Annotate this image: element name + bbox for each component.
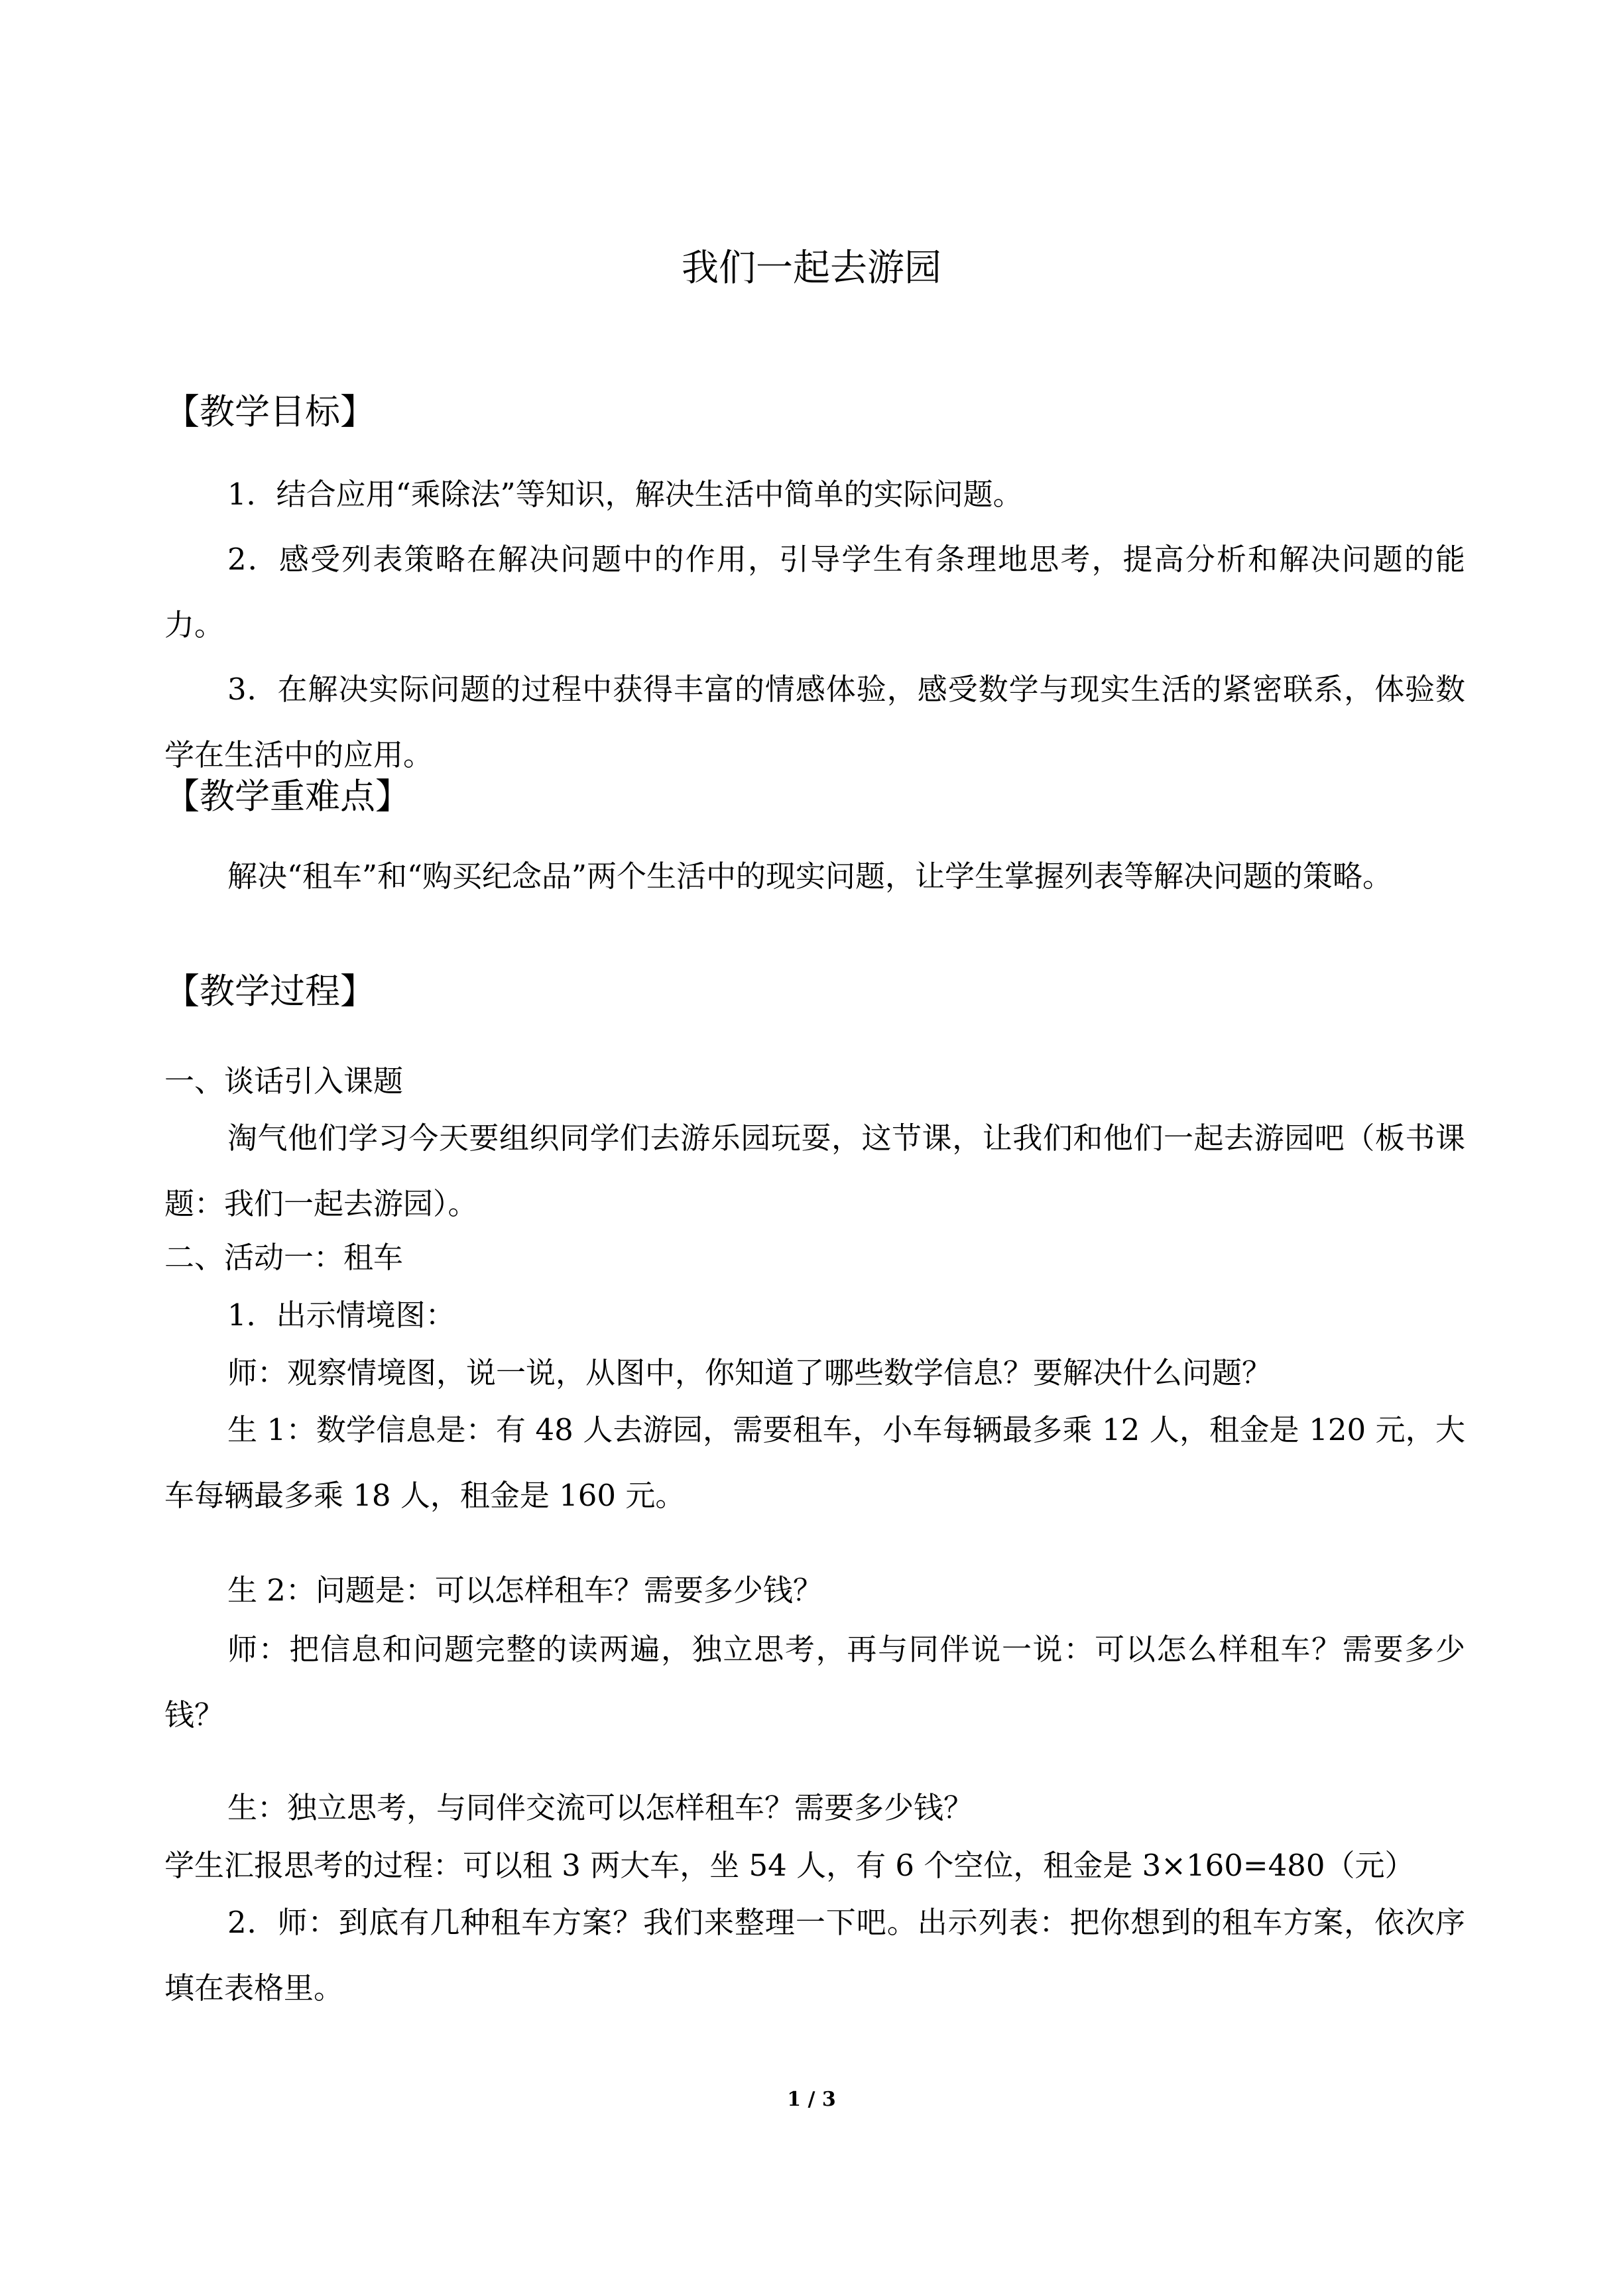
heading-objectives: 【教学目标】 xyxy=(164,392,375,432)
student-answer-2: 生 2：问题是：可以怎样租车？需要多少钱？ xyxy=(227,1573,823,1608)
key-points-text: 解决“租车”和“购买纪念品”两个生活中的现实问题，让学生掌握列表等解决问题的策略。 xyxy=(227,859,1393,894)
teacher-question-1: 师：观察情境图，说一说，从图中，你知道了哪些数学信息？要解决什么问题？ xyxy=(227,1355,1272,1390)
objective-item-1: 1．结合应用“乘除法”等知识，解决生活中简单的实际问题。 xyxy=(227,477,1023,512)
student-answer-1: 生 1：数学信息是：有 48 人去游园，需要租车，小车每辆最多乘 12 人，租金是 120 元，大车每辆最多乘 18 人，租金是 160 元。 xyxy=(164,1412,1465,1513)
step2-text: 2．师：到底有几种租车方案？我们来整理一下吧。出示列表：把你想到的租车方案，依次序填在表格里。 xyxy=(164,1905,1465,2006)
document-title: 我们一起去游园 xyxy=(682,247,941,290)
part1-text: 淘气他们学习今天要组织同学们去游乐园玩耍，这节课，让我们和他们一起去游园吧（板书课题：我们一起去游园）。 xyxy=(164,1120,1465,1221)
student-report: 学生汇报思考的过程：可以租 3 两大车，坐 54 人，有 6 个空位，租金是 3×160=480（元） xyxy=(164,1848,1415,1883)
part1-title: 一、谈话引入课题 xyxy=(164,1063,404,1099)
objective-item-3: 3．在解决实际问题的过程中获得丰富的情感体验，感受数学与现实生活的紧密联系，体验数学在生活中的应用。 xyxy=(164,672,1465,772)
part2-title: 二、活动一：租车 xyxy=(164,1240,404,1275)
objective-item-2: 2．感受列表策略在解决问题中的作用，引导学生有条理地思考，提高分析和解决问题的能力。 xyxy=(164,542,1465,642)
heading-key-points: 【教学重难点】 xyxy=(164,776,410,817)
heading-process: 【教学过程】 xyxy=(164,971,375,1012)
teacher-question-2: 师：把信息和问题完整的读两遍，独立思考，再与同伴说一说：可以怎么样租车？需要多少钱？ xyxy=(164,1632,1465,1732)
student-answer-3: 生：独立思考，与同伴交流可以怎样租车？需要多少钱？ xyxy=(227,1790,974,1825)
step1-text: 1．出示情境图： xyxy=(227,1298,455,1333)
page-number: 1 / 3 xyxy=(787,2088,836,2111)
